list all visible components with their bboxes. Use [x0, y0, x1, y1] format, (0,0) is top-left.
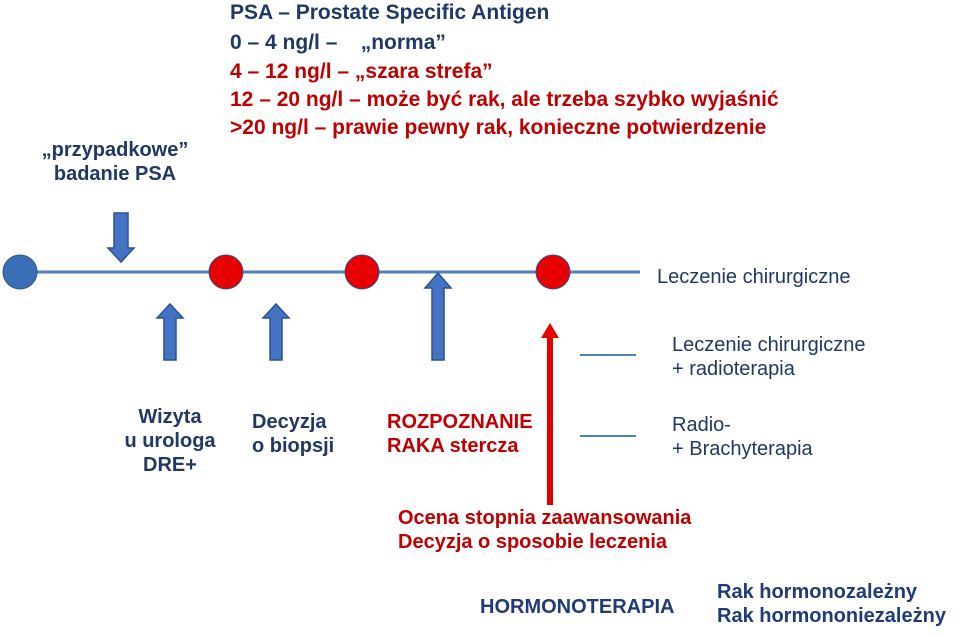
hormone-independent-label: Rak hormononiezależny — [717, 605, 946, 627]
step-diagnosis — [387, 410, 533, 458]
treatment-brachytherapy — [672, 413, 813, 461]
step-visit-line2: u urologa — [124, 430, 216, 452]
step-visit-line3: DRE+ — [143, 454, 197, 476]
biopsy-up-arrow — [263, 304, 289, 360]
timeline-point-diagnosis — [536, 255, 570, 289]
step-diagnosis-line2: RAKA stercza — [387, 435, 519, 457]
visit-up-arrow — [157, 304, 183, 360]
psa-range-normal: 0 – 4 ng/l – „norma” — [230, 31, 446, 54]
hormone-sensitive-label: Rak hormonozależny — [717, 581, 918, 603]
treatment-surgery-radiotherapy-line1: Leczenie chirurgiczne — [672, 334, 866, 356]
screening-label-line2: badanie PSA — [53, 163, 177, 185]
treatment-red-arrow — [541, 323, 559, 505]
step-biopsy-line2: o biopsji — [252, 435, 335, 457]
screening-down-arrow — [108, 213, 134, 262]
step-biopsy-line1: Decyzja — [252, 411, 327, 433]
timeline-point-visit — [209, 255, 243, 289]
hormone-status — [717, 580, 946, 628]
step-biopsy — [252, 410, 334, 458]
hormonotherapy-label: HORMONOTERAPIA — [480, 596, 675, 618]
timeline-point-psa — [3, 255, 37, 289]
screening-label-line1: „przypadkowe” — [41, 139, 189, 161]
step-visit — [100, 405, 240, 477]
treatment-brachytherapy-line1: Radio- — [672, 414, 731, 436]
psa-title: PSA – Prostate Specific Antigen — [230, 1, 550, 24]
staging-assessment-line2: Decyzja o sposobie leczenia — [398, 531, 667, 553]
treatment-surgery-radiotherapy — [672, 333, 865, 381]
timeline-point-biopsy — [345, 255, 379, 289]
diagnosis-up-arrow — [425, 273, 451, 360]
treatment-brachytherapy-line2: + Brachyterapia — [672, 438, 813, 460]
psa-range-grey-zone: 4 – 12 ng/l – „szara strefa” — [230, 60, 493, 83]
treatment-surgery-radiotherapy-line2: + radioterapia — [672, 358, 795, 380]
psa-range-possible-cancer: 12 – 20 ng/l – może być rak, ale trzeba szybko wyjaśnić — [230, 88, 779, 111]
step-diagnosis-line1: ROZPOZNANIE — [387, 411, 533, 433]
staging-assessment-line1: Ocena stopnia zaawansowania — [398, 507, 692, 529]
psa-range-almost-certain: >20 ng/l – prawie pewny rak, konieczne potwierdzenie — [230, 116, 767, 139]
treatment-surgery: Leczenie chirurgiczne — [657, 266, 851, 288]
staging-assessment — [398, 506, 691, 554]
step-visit-line1: Wizyta — [138, 406, 202, 428]
